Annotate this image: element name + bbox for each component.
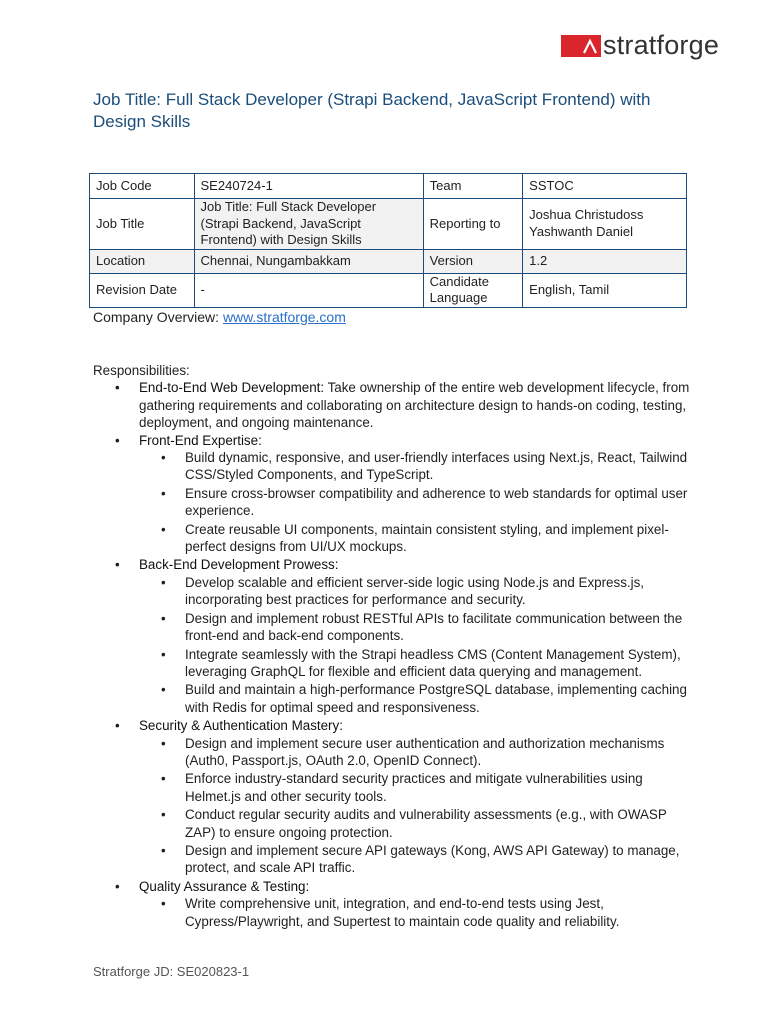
company-overview-label: Company Overview: — [93, 309, 223, 325]
bullet-icon: • — [161, 682, 166, 698]
responsibilities-section — [93, 362, 693, 931]
responsibility-heading: End-to-End Web Development: — [139, 380, 325, 396]
bullet-icon: • — [161, 842, 166, 858]
sub-item-text: Write comprehensive unit, integration, and end-to-end tests using Jest, Cypress/Playwright, and Supertest to maintain code quality and reliability. — [185, 896, 620, 929]
sub-item-text: Build and maintain a high-performance PostgreSQL database, implementing caching with Redis for optimal speed and responsiveness. — [185, 682, 687, 715]
sub-item-text: Integrate seamlessly with the Strapi headless CMS (Content Management System), leveraging GraphQL for flexible and efficient data querying and management. — [185, 646, 681, 679]
table-cell: Job Code — [90, 174, 195, 199]
table-row — [90, 199, 687, 250]
sub-item-text: Ensure cross-browser compatibility and adherence to web standards for optimal user experience. — [185, 485, 688, 519]
sub-list — [139, 574, 693, 716]
sub-item — [139, 735, 693, 770]
table-cell: English, Tamil — [523, 273, 687, 307]
responsibility-heading: Quality Assurance & Testing: — [139, 878, 310, 894]
sub-item-text: Design and implement secure API gateways (Kong, AWS API Gateway) to manage, protect, and scale API traffic. — [185, 842, 680, 876]
responsibility-heading: Security & Authentication Mastery: — [139, 718, 343, 734]
table-row — [90, 249, 687, 273]
table-cell: SE240724-1 — [194, 174, 423, 199]
bullet-icon: • — [115, 380, 120, 396]
bullet-icon: • — [161, 646, 166, 662]
brand-logo — [561, 32, 719, 59]
responsibility-item — [93, 556, 693, 716]
responsibility-item — [93, 379, 693, 431]
table-cell: Version — [423, 249, 523, 273]
responsibilities-list — [93, 379, 693, 930]
responsibility-item — [93, 432, 693, 556]
table-cell: Joshua Christudoss Yashwanth Daniel — [523, 199, 687, 250]
table-cell: Candidate Language — [423, 273, 523, 307]
sub-item — [139, 574, 693, 609]
sub-item-text: Design and implement robust RESTful APIs to facilitate communication between the front-end and back-end components. — [185, 610, 683, 644]
table-cell: - — [194, 273, 423, 307]
sub-item — [139, 485, 693, 520]
company-website-link[interactable]: www.stratforge.com — [222, 309, 346, 325]
sub-item — [139, 806, 693, 841]
responsibility-item — [93, 717, 693, 877]
bullet-icon: • — [115, 878, 120, 894]
sub-item — [139, 610, 693, 645]
bullet-icon: • — [161, 807, 166, 823]
bullet-icon: • — [161, 485, 166, 501]
table-cell: Team — [423, 174, 523, 199]
logo-mark-icon — [561, 35, 601, 57]
table-cell: Location — [90, 249, 195, 273]
sub-item — [139, 770, 693, 805]
sub-item-text: Conduct regular security audits and vulnerability assessments (e.g., with OWASP ZAP) to ensure ongoing protection. — [185, 807, 667, 840]
bullet-icon: • — [115, 557, 120, 573]
bullet-icon: • — [161, 610, 166, 626]
responsibility-heading: Back-End Development Prowess: — [139, 557, 339, 573]
bullet-icon: • — [161, 450, 166, 466]
bullet-icon: • — [115, 718, 120, 734]
table-cell: Chennai, Nungambakkam — [194, 249, 423, 273]
table-row — [90, 273, 687, 307]
responsibility-heading: Front-End Expertise: — [139, 432, 262, 448]
sub-item — [139, 521, 693, 556]
responsibility-text: Take ownership of the entire web development lifecycle, from gathering requirements and collaborating on architecture design to hands-on coding, testing, deployment, and ongoing maintenance. — [139, 380, 690, 431]
company-overview — [93, 309, 346, 325]
sub-list — [139, 735, 693, 877]
job-info-table — [89, 173, 687, 308]
responsibilities-title: Responsibilities: — [93, 363, 190, 378]
sub-item — [139, 449, 693, 484]
sub-item-text: Design and implement secure user authentication and authorization mechanisms (Auth0, Passport.js, OAuth 2.0, OpenID Connect). — [185, 735, 665, 768]
bullet-icon: • — [115, 432, 120, 448]
footer-doc-id: Stratforge JD: SE020823-1 — [93, 964, 250, 979]
bullet-icon: • — [161, 574, 166, 590]
table-cell: 1.2 — [523, 249, 687, 273]
page-title: Job Title: Full Stack Developer (Strapi Backend, JavaScript Frontend) with Design Skills — [93, 90, 651, 131]
sub-item-text: Develop scalable and efficient server-side logic using Node.js and Express.js, incorporating best practices for performance and security. — [185, 574, 644, 608]
table-cell: SSTOC — [523, 174, 687, 199]
sub-item — [139, 681, 693, 716]
sub-item — [139, 646, 693, 681]
table-cell: Revision Date — [90, 273, 195, 307]
table-row — [90, 174, 687, 199]
table-cell: Job Title: Full Stack Developer (Strapi Backend, JavaScript Frontend) with Design Skills — [194, 199, 423, 250]
bullet-icon: • — [161, 771, 166, 787]
bullet-icon: • — [161, 521, 166, 537]
brand-name: stratforge — [603, 30, 720, 60]
sub-item-text: Build dynamic, responsive, and user-friendly interfaces using Next.js, React, Tailwind CSS/Styled Components, and TypeScript. — [185, 450, 688, 483]
responsibility-item — [93, 878, 693, 930]
bullet-icon: • — [161, 896, 166, 912]
sub-list — [139, 895, 693, 930]
table-cell: Reporting to — [423, 199, 523, 250]
bullet-icon: • — [161, 735, 166, 751]
sub-item — [139, 895, 693, 930]
sub-item-text: Create reusable UI components, maintain consistent styling, and implement pixel-perfect designs from UI/UX mockups. — [185, 521, 669, 555]
sub-item — [139, 842, 693, 877]
sub-list — [139, 449, 693, 555]
table-cell: Job Title — [90, 199, 195, 250]
sub-item-text: Enforce industry-standard security practices and mitigate vulnerabilities using Helmet.js and other security tools. — [185, 771, 643, 804]
